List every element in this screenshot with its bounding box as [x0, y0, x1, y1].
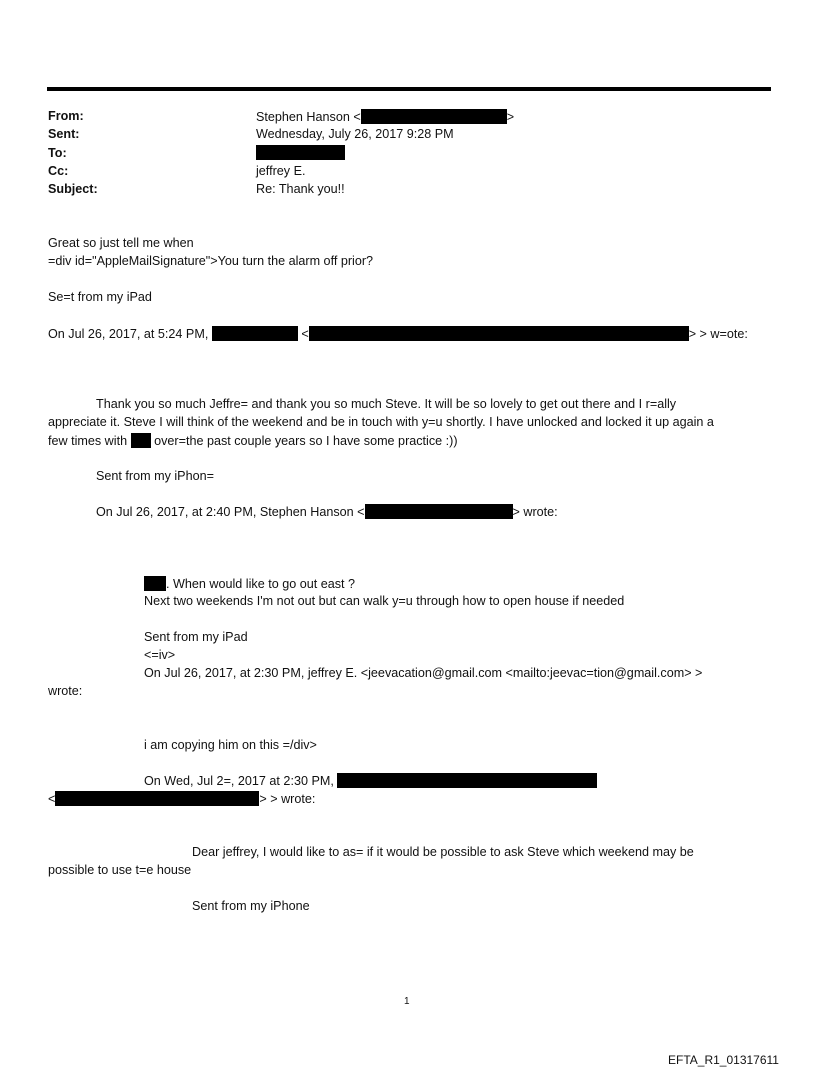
signature-line: Se=t from my iPad	[48, 290, 152, 304]
body-line: possible to use t=e house	[48, 863, 192, 877]
redaction-box	[361, 109, 507, 124]
sent-label: Sent:	[48, 127, 80, 141]
page-number: 1	[404, 996, 410, 1007]
quote-header-prefix: On Wed, Jul 2=, 2017 at 2:30 PM,	[144, 774, 334, 788]
document-id: EFTA_R1_01317611	[668, 1053, 779, 1067]
to-label: To:	[48, 146, 67, 160]
quote-header: On Jul 26, 2017, at 2:30 PM, jeffrey E. <jeevacation@gmail.com <mailto:jeevac=tion@gmail.com> >	[144, 666, 703, 680]
body-line: appreciate it. Steve I will think of the weekend and be in touch with y=u shortly. I have unlocked and locked it up again a	[48, 415, 714, 429]
quote-header-prefix: On Jul 26, 2017, at 2:40 PM, Stephen Hanson <	[96, 505, 365, 519]
quote-header: wrote:	[48, 684, 83, 698]
body-text: . When would like to go out east ?	[166, 577, 356, 591]
body-line: Dear jeffrey, I would like to as= if it would be possible to ask Steve which weekend may be	[192, 845, 694, 859]
redaction-box	[131, 433, 151, 448]
subject-label: Subject:	[48, 182, 98, 196]
sent-value: Wednesday, July 26, 2017 9:28 PM	[256, 127, 454, 141]
body-line: Thank you so much Jeffre= and thank you so much Steve. It will be so lovely to get out there and I r=ally	[96, 397, 677, 411]
from-value	[256, 109, 514, 125]
body-line: Great so just tell me when	[48, 236, 194, 250]
quote-header-suffix: > > wrote:	[259, 792, 316, 806]
quote-header-prefix: On Jul 26, 2017, at 5:24 PM,	[48, 327, 209, 341]
body-line: =div id="AppleMailSignature">You turn the alarm off prior?	[48, 254, 374, 268]
signature-line: Sent from my iPad	[144, 630, 248, 644]
from-end: >	[506, 110, 515, 124]
body-line	[48, 433, 458, 449]
signature-line: Sent from my iPhone	[192, 899, 310, 913]
redaction-box	[212, 326, 298, 341]
redaction-box	[365, 504, 513, 519]
body-line: Next two weekends I'm not out but can walk y=u through how to open house if needed	[144, 594, 625, 608]
quote-lt: <	[301, 327, 309, 341]
cc-value: jeffrey E.	[256, 164, 306, 178]
quote-lt: <	[48, 792, 56, 806]
body-line: <=iv>	[144, 648, 176, 662]
body-line: i am copying him on this =/div>	[144, 738, 317, 752]
signature-line: Sent from my iPhon=	[96, 469, 214, 483]
redaction-box	[144, 576, 166, 591]
quote-header	[48, 791, 315, 807]
quote-header	[96, 504, 558, 520]
body-text: few times with	[48, 434, 128, 448]
redaction-box	[337, 773, 597, 788]
to-redaction-box	[256, 145, 345, 160]
from-name: Stephen Hanson <	[256, 110, 361, 124]
body-line	[144, 576, 355, 592]
header-rule	[47, 87, 771, 91]
quote-header-suffix: > wrote:	[512, 505, 558, 519]
redaction-box	[309, 326, 689, 341]
body-text: over=the past couple years so I have some practice :))	[154, 434, 458, 448]
cc-label: Cc:	[48, 164, 69, 178]
quote-header-suffix: > > w=ote:	[688, 327, 748, 341]
quote-header	[48, 326, 748, 342]
redaction-box	[55, 791, 259, 806]
from-label: From:	[48, 109, 84, 123]
subject-value: Re: Thank you!!	[256, 182, 345, 196]
quote-header	[144, 773, 597, 789]
